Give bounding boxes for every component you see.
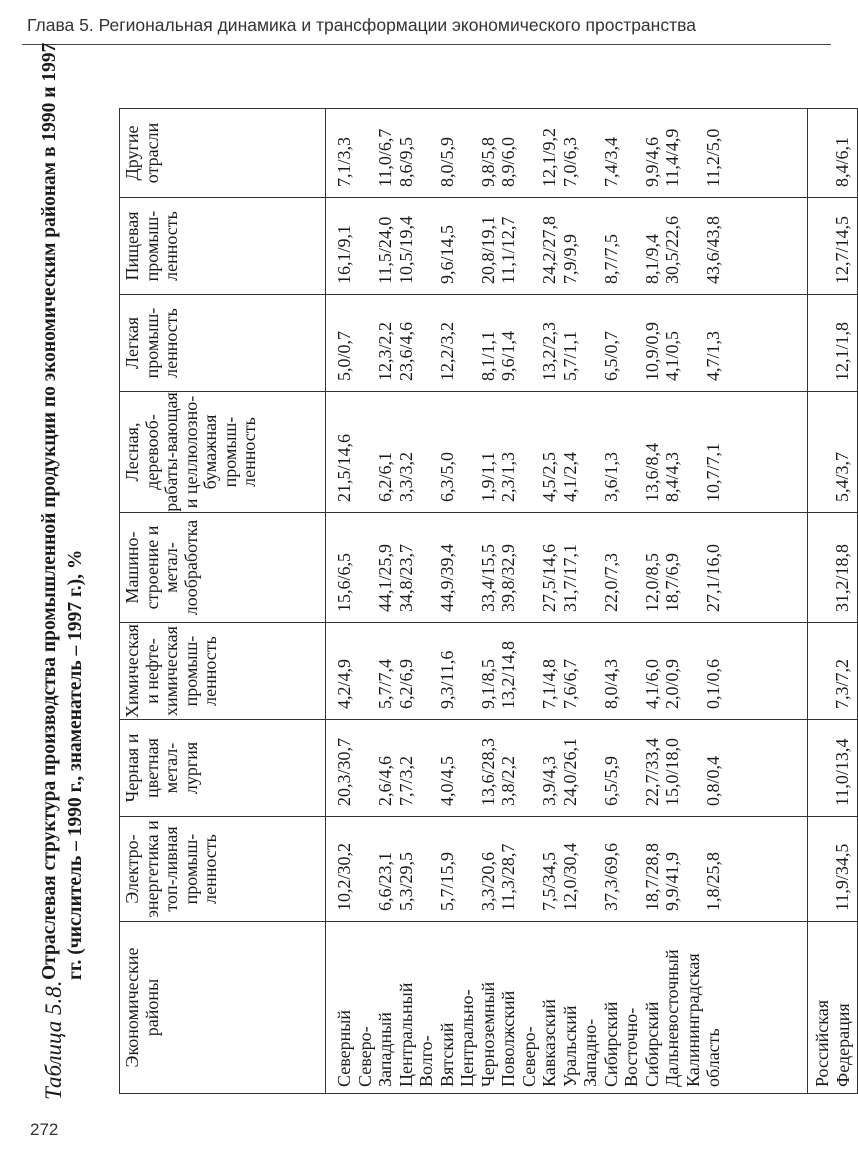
cell-value: 4,1/0,5 [662, 330, 682, 381]
cell-gap [683, 392, 704, 502]
cell-gap [416, 623, 437, 709]
cell-value: 12,1/9,2 [539, 127, 559, 187]
cell-value: 18,7/6,9 [662, 552, 682, 612]
forestry-cell [326, 392, 808, 513]
cell-gap [683, 513, 704, 612]
cell-gap [416, 392, 437, 502]
cell-gap [355, 817, 376, 911]
cell-value: 34,8/23,7 [395, 543, 416, 612]
col-header-metallurgy: Черная и цветная метал-лургия [120, 720, 326, 817]
region-name: Поволжский [498, 990, 518, 1087]
regions-cell [326, 922, 808, 1094]
cell-value: 5,3/29,5 [395, 851, 416, 911]
cell-value: 11,5/24,0 [375, 216, 395, 284]
cell-value: 24,2/27,8 [539, 215, 559, 284]
cell-gap [457, 513, 478, 612]
cell-value: 12,0/8,5 [641, 552, 662, 612]
cell-value: 7,9/9,9 [559, 233, 580, 284]
cell-gap [580, 198, 601, 284]
cell-value: 2,6/4,6 [375, 755, 395, 806]
cell-gap [355, 720, 376, 806]
total-machinery: 31,2/18,8 [808, 513, 858, 623]
cell-value: 3,6/1,3 [600, 451, 621, 502]
cell-gap [621, 198, 642, 284]
cell-value: 3,3/20,6 [477, 851, 498, 911]
region-name: Западный [375, 1012, 395, 1087]
cell-gap [355, 623, 376, 709]
cell-gap [416, 295, 437, 381]
cell-value: 3,8/2,2 [498, 755, 518, 806]
cell-value: 5,7/15,9 [436, 851, 457, 911]
cell-value: 10,2/30,2 [334, 842, 354, 911]
cell-gap [580, 295, 601, 381]
cell-value: 27,5/14,6 [539, 543, 559, 612]
rotated-table-block [35, 30, 853, 1100]
region-name: Центрально- [457, 989, 477, 1087]
cell-value: 7,1/4,8 [539, 658, 559, 709]
cell-gap [621, 817, 642, 911]
cell-value: 9,6/1,4 [498, 330, 518, 381]
cell-value: 2,0/0,9 [662, 658, 682, 709]
cell-gap [580, 513, 601, 612]
cell-value: 24,0/26,1 [559, 737, 580, 806]
cell-value: 4,1/2,4 [559, 451, 580, 502]
cell-gap [457, 198, 478, 284]
cell-value: 6,2/6,1 [375, 451, 395, 502]
cell-value: 8,7/7,5 [600, 233, 621, 284]
cell-gap [519, 513, 540, 612]
region-name: Уральский [559, 1005, 580, 1087]
col-header-light: Легкая промыш-ленность [120, 295, 326, 392]
energy-cell [326, 817, 808, 922]
cell-value: 44,9/39,4 [436, 543, 457, 612]
cell-gap [457, 817, 478, 911]
metallurgy-cell [326, 720, 808, 817]
cell-gap [457, 720, 478, 806]
page-number: 272 [30, 1120, 59, 1139]
cell-value: 12,2/3,2 [436, 321, 457, 381]
cell-value: 30,5/22,6 [662, 215, 682, 284]
total-region-line: Российская [812, 1000, 832, 1087]
region-name: Волго- [416, 1035, 436, 1087]
cell-gap [416, 198, 437, 284]
region-name: Вятский [436, 1022, 457, 1087]
cell-value: 21,5/14,6 [334, 433, 354, 502]
cell-value: 5,7/1,1 [559, 330, 580, 381]
cell-gap [519, 817, 540, 911]
cell-value: 4,2/4,9 [334, 658, 354, 709]
cell-gap [519, 720, 540, 806]
total-chemical: 7,3/7,2 [808, 623, 858, 720]
cell-value: 5,7/7,4 [375, 658, 395, 709]
cell-gap [683, 109, 704, 187]
cell-value: 9,8/5,8 [477, 136, 498, 187]
food-cell [326, 198, 808, 295]
cell-value: 3,3/3,2 [395, 451, 416, 502]
cell-gap [621, 109, 642, 187]
cell-gap [683, 198, 704, 284]
region-name: Сибирский [641, 1001, 662, 1087]
header-row [120, 109, 326, 1094]
region-name: Северо- [354, 1026, 375, 1087]
cell-value: 4,5/2,5 [539, 451, 559, 502]
cell-value: 43,6/43,8 [703, 215, 723, 284]
cell-value: 8,6/9,5 [395, 136, 416, 187]
cell-value: 0,1/0,6 [703, 658, 723, 709]
cell-gap [621, 623, 642, 709]
cell-value: 11,1/12,7 [498, 216, 518, 284]
cell-value: 9,6/14,5 [436, 224, 457, 284]
cell-value: 2,3/1,3 [498, 451, 518, 502]
total-energy: 11,9/34,5 [808, 817, 858, 922]
cell-gap [457, 295, 478, 381]
cell-value: 27,1/16,0 [703, 543, 723, 612]
region-name: Северный [334, 1010, 354, 1087]
cell-value: 15,6/6,5 [334, 552, 354, 612]
cell-gap [683, 295, 704, 381]
cell-gap [519, 392, 540, 502]
total-forestry: 5,4/3,7 [808, 392, 858, 513]
cell-value: 5,0/0,7 [334, 330, 354, 381]
table-caption [35, 30, 110, 1100]
cell-gap [355, 295, 376, 381]
cell-value: 10,7/7,1 [703, 442, 723, 502]
cell-value: 13,6/28,3 [477, 737, 498, 806]
cell-value: 8,0/4,3 [600, 658, 621, 709]
region-name: Сибирский [600, 1001, 621, 1087]
cell-gap [621, 392, 642, 502]
cell-value: 6,6/23,1 [375, 851, 395, 911]
cell-value: 8,0/5,9 [436, 136, 457, 187]
total-region-line: Федерация [832, 1003, 853, 1087]
cell-value: 9,1/8,5 [477, 658, 498, 709]
cell-value: 3,9/4,3 [539, 755, 559, 806]
cell-value: 16,1/9,1 [334, 224, 354, 284]
cell-value: 11,0/6,7 [375, 128, 395, 187]
cell-gap [355, 109, 376, 187]
cell-value: 8,1/1,1 [477, 330, 498, 381]
cell-value: 6,3/5,0 [436, 451, 457, 502]
cell-gap [457, 109, 478, 187]
cell-value: 20,8/19,1 [477, 215, 498, 284]
total-food: 12,7/14,5 [808, 198, 858, 295]
cell-value: 11,2/5,0 [703, 128, 723, 187]
cell-value: 13,6/8,4 [641, 442, 662, 502]
cell-gap [519, 295, 540, 381]
region-name: Калининградская [682, 953, 703, 1087]
cell-gap [457, 392, 478, 502]
regions-row [326, 109, 808, 1094]
cell-value: 0,8/0,4 [703, 755, 723, 806]
cell-value: 1,8/25,8 [703, 851, 723, 911]
cell-value: 15,0/18,0 [662, 737, 682, 806]
total-light: 12,1/1,8 [808, 295, 858, 392]
cell-value: 13,2/14,8 [498, 640, 518, 709]
cell-value: 18,7/28,8 [641, 842, 662, 911]
cell-value: 13,2/2,3 [539, 321, 559, 381]
cell-value: 4,1/6,0 [641, 658, 662, 709]
region-name: Дальневосточный [662, 949, 682, 1087]
cell-value: 7,0/6,3 [559, 136, 580, 187]
cell-gap [580, 817, 601, 911]
cell-value: 1,9/1,1 [477, 451, 498, 502]
col-header-food: Пищевая промыш-ленность [120, 198, 326, 295]
chemical-cell [326, 623, 808, 720]
machinery-cell [326, 513, 808, 623]
total-row [808, 109, 858, 1094]
cell-value: 22,7/33,4 [641, 737, 662, 806]
cell-gap [519, 198, 540, 284]
cell-gap [580, 623, 601, 709]
cell-gap [580, 109, 601, 187]
cell-value: 7,6/6,7 [559, 658, 580, 709]
cell-gap [355, 392, 376, 502]
cell-value: 11,4/4,9 [662, 128, 682, 187]
cell-value: 7,4/3,4 [600, 136, 621, 187]
cell-gap [683, 623, 704, 709]
cell-value: 37,3/69,6 [600, 842, 621, 911]
total-metallurgy: 11,0/13,4 [808, 720, 858, 817]
col-header-regions: Экономические районы [120, 922, 326, 1094]
cell-value: 10,5/19,4 [395, 215, 416, 284]
light-cell [326, 295, 808, 392]
cell-gap [519, 623, 540, 709]
region-name: Западно- [580, 1018, 600, 1087]
cell-gap [457, 623, 478, 709]
cell-gap [621, 513, 642, 612]
region-name: Черноземный [477, 981, 498, 1087]
cell-value: 7,1/3,3 [334, 136, 354, 187]
cell-value: 31,7/17,1 [559, 543, 580, 612]
cell-value: 12,0/30,4 [559, 842, 580, 911]
col-header-machinery: Машино-строение и метал-лообработка [120, 513, 326, 623]
region-name: Центральный [395, 982, 416, 1087]
cell-value: 9,3/11,6 [436, 650, 457, 709]
cell-value: 22,0/7,3 [600, 552, 621, 612]
total-region-cell [808, 922, 858, 1094]
cell-value: 7,7/3,2 [395, 755, 416, 806]
cell-value: 39,8/32,9 [498, 543, 518, 612]
cell-gap [355, 198, 376, 284]
cell-gap [416, 109, 437, 187]
cell-value: 9,9/41,9 [662, 851, 682, 911]
col-header-chemical: Химическая и нефте-химическая промыш-ленность [120, 623, 326, 720]
cell-gap [416, 817, 437, 911]
cell-gap [416, 513, 437, 612]
col-header-other: Другие отрасли [120, 109, 326, 198]
cell-gap [416, 720, 437, 806]
region-name: область [703, 1028, 723, 1087]
running-header: Глава 5. Региональная динамика и трансформации экономического пространства [27, 15, 696, 35]
other-cell [326, 109, 808, 198]
region-name: Северо- [518, 1026, 539, 1087]
cell-value: 6,5/5,9 [600, 755, 621, 806]
table-label: Таблица 5.8. [41, 980, 66, 1100]
cell-value: 11,3/28,7 [498, 843, 518, 911]
cell-value: 6,2/6,9 [395, 658, 416, 709]
cell-gap [621, 720, 642, 806]
cell-gap [621, 295, 642, 381]
region-name: Восточно- [621, 1007, 641, 1087]
cell-value: 33,4/15,5 [477, 543, 498, 612]
industry-structure-table [119, 108, 858, 1094]
cell-gap [519, 109, 540, 187]
cell-value: 7,5/34,5 [539, 851, 559, 911]
cell-value: 12,3/2,2 [375, 321, 395, 381]
cell-gap [580, 392, 601, 502]
cell-value: 44,1/25,9 [375, 543, 395, 612]
table-title: Отраслевая структура производства промышленной продукции по экономическим районам в 1990 и 1997 гг. (числитель – 1990 г., знаменатель – 1997 г.), % [39, 42, 86, 980]
col-header-forestry: Лесная, деревооб-рабаты-вающая и целлюлозно-бумажная промыш-ленность [120, 392, 326, 513]
cell-value: 8,1/9,4 [641, 233, 662, 284]
cell-gap [580, 720, 601, 806]
cell-value: 8,9/6,0 [498, 136, 518, 187]
col-header-energy: Электро-энергетика и топ-ливная промыш-ленность [120, 817, 326, 922]
cell-gap [355, 513, 376, 612]
cell-value: 20,3/30,7 [334, 737, 354, 806]
cell-value: 23,6/4,6 [395, 321, 416, 381]
cell-gap [683, 817, 704, 911]
region-name: Кавказский [539, 999, 559, 1087]
cell-value: 4,7/1,3 [703, 330, 723, 381]
cell-value: 6,5/0,7 [600, 330, 621, 381]
cell-gap [683, 720, 704, 806]
cell-value: 9,9/4,6 [641, 136, 662, 187]
cell-value: 4,0/4,5 [436, 755, 457, 806]
cell-value: 8,4/4,3 [662, 451, 682, 502]
total-other: 8,4/6,1 [808, 109, 858, 198]
cell-value: 10,9/0,9 [641, 321, 662, 381]
